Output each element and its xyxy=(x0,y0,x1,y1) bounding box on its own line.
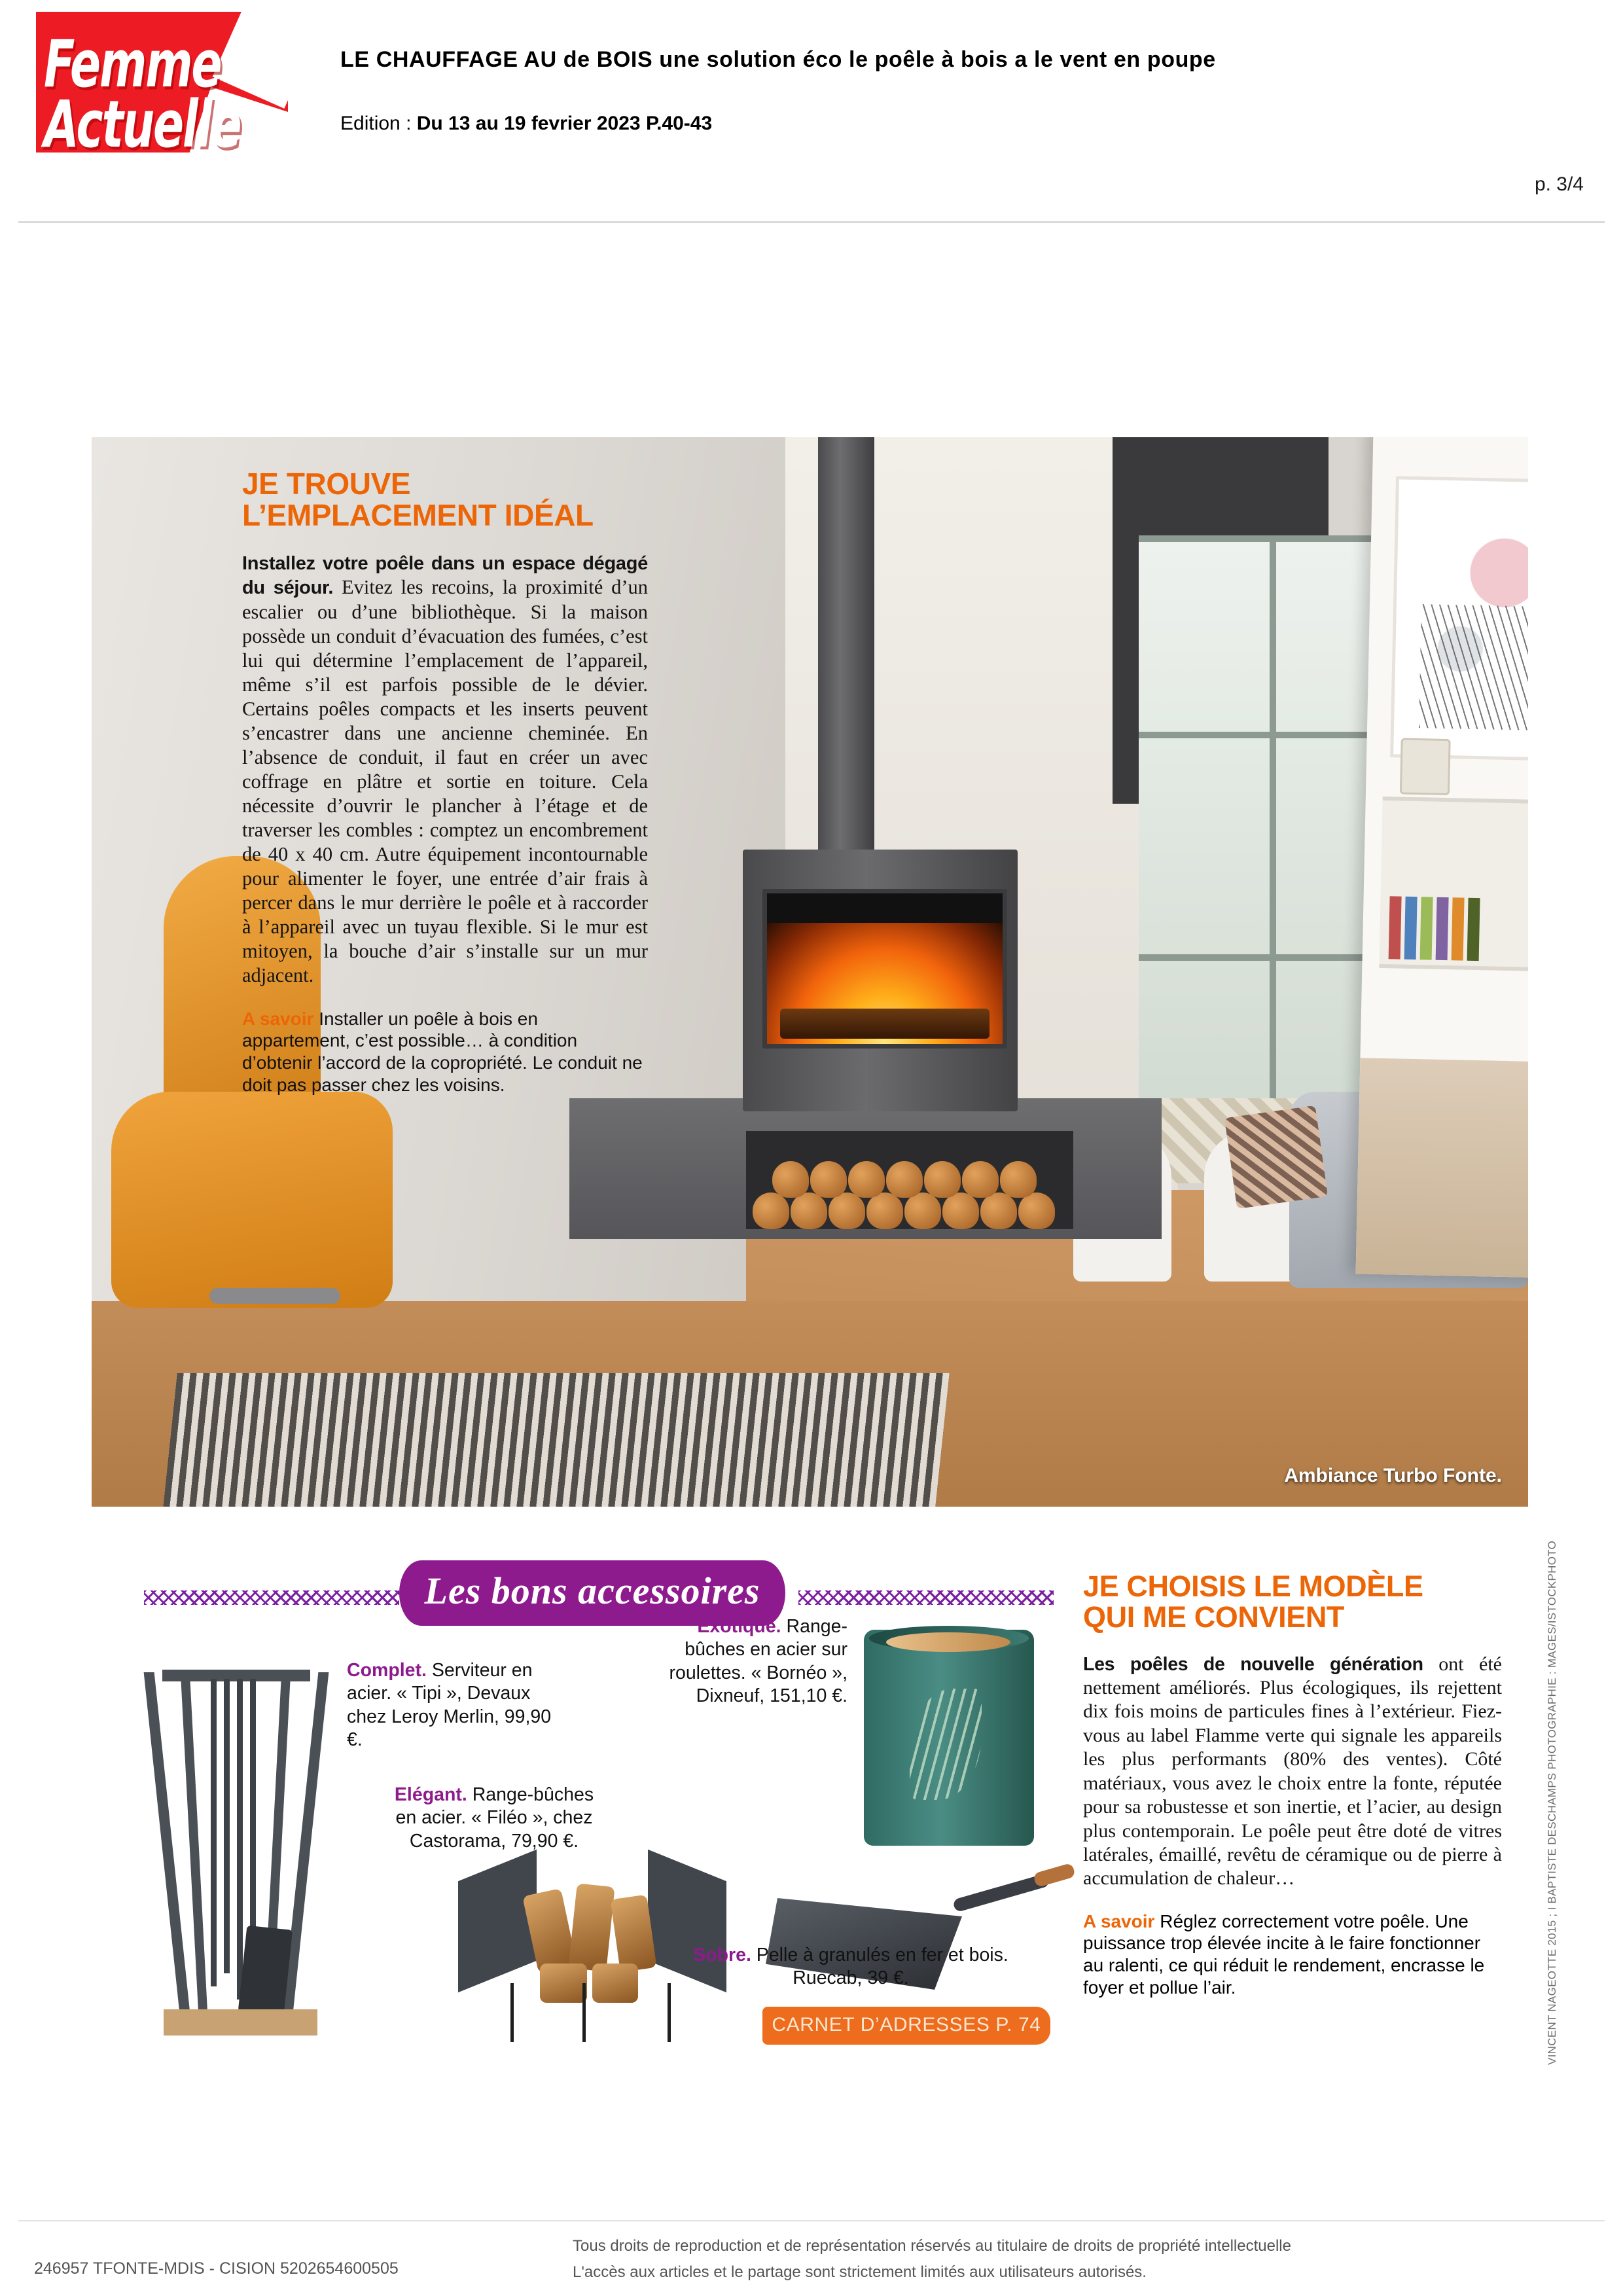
product-image-borneo xyxy=(864,1630,1034,1846)
inset-bookshelf xyxy=(1379,797,1528,972)
article-title: LE CHAUFFAGE AU de BOIS une solution éco le poêle à bois a le vent en poupe xyxy=(340,47,1216,72)
footer-rights-line-1: Tous droits de reproduction et de représentation réservés au titulaire de droits de propriété intellectuelle xyxy=(573,2237,1291,2255)
inset-artwork xyxy=(1402,489,1528,749)
model-heading xyxy=(1083,1571,1502,1633)
photo-credit: VINCENT NAGEOTTE 2015 ; I BAPTISTE DESCHAMPS PHOTOGRAPHIE : MAGES/ISTOCKPHOTO xyxy=(1546,1540,1558,2065)
accessory-keyword: Complet. xyxy=(347,1660,427,1681)
serviteur-broom xyxy=(238,1926,293,2022)
a-savoir-tag: A savoir xyxy=(242,1008,314,1029)
model-know-note xyxy=(1083,1910,1502,1998)
page-header xyxy=(0,0,1623,196)
edition-value: Du 13 au 19 fevrier 2023 P.40-43 xyxy=(416,113,713,134)
logo-line-2: Actuelle xyxy=(44,88,241,152)
femme-actuelle-logo xyxy=(36,12,288,152)
accessory-text: Serviteur en acier. « Tipi », Devaux chez Leroy Merlin, 99,90 €. xyxy=(347,1660,552,1750)
carnet-adresses-button[interactable] xyxy=(762,2007,1050,2045)
model-body: ont été nettement améliorés. Plus écologiques, ils rejettent dix fois moins de particules fines à l’extérieur. Fiez-vous au label Flamme verte qui signale les appareils les plus performants (80% des ventes). Côté matériaux, vous avez le choix entre la fonte, réputée pour sa robustesse et son inertie, et l’acier, au design plus contemporain. Le poêle peut être doté de vitres latérales, émaillé, revêtu de céramique ou de pierre à accumulation de chaleur… xyxy=(1083,1653,1502,1890)
edition-label: Edition : xyxy=(340,113,417,134)
model-paragraph xyxy=(1083,1653,1502,1891)
edition-line xyxy=(340,113,712,135)
location-body: Evitez les recoins, la proximité d’un escalier ou d’une bibliothèque. Si la maison possède un conduit d’évacuation des fumées, c’est lui qui détermine l’emplacement de l’appareil, même s’il est parfois possible de le dévier. Certains poêles compacts et les inserts peuvent s’encastrer dans une ancienne cheminée. En l’absence de conduit, il faut en créer un avec coffrage en plâtre et sortie en toiture. Cela nécessite d’ouvrir le plancher à l’étage et de traverser les combles : comptez un encombrement de 40 x 40 cm. Autre équipement incontournable pour alimenter le foyer, une entrée d’air frais à percer dans le mur derrière le poêle et à raccorder à l’appareil avec un tuyau flexible. Si le mur est mitoyen, la bouche d’air s’installe sur un mur adjacent. xyxy=(242,576,648,987)
inset-floor xyxy=(1356,1058,1528,1278)
photo-armchair-base xyxy=(209,1288,340,1304)
accessory-keyword: Elégant. xyxy=(394,1784,467,1805)
accessory-caption-elegant xyxy=(386,1784,602,1853)
accessory-text: Pelle à granulés en fer et bois. Ruecab, 39 €. xyxy=(751,1945,1008,1989)
location-heading-line2: L’EMPLACEMENT IDÉAL xyxy=(242,497,594,532)
rack-wall-left xyxy=(458,1850,537,1992)
model-know-text: Réglez correctement votre poêle. Une puissance trop élevée incite à le faire fonctionner au ralenti, ce qui réduit le rendement, encrasse le foyer et pollue l’air. xyxy=(1083,1910,1485,1998)
photo-stove-glass xyxy=(762,889,1007,1049)
accessory-caption-sobre xyxy=(668,1944,1034,1990)
borneo-leaf-motif xyxy=(910,1689,982,1800)
accessory-keyword: Exotique. xyxy=(697,1616,781,1637)
zigzag-rule-left xyxy=(144,1590,399,1605)
footer-divider xyxy=(18,2220,1605,2221)
header-divider xyxy=(18,221,1605,223)
photo-inset-interior xyxy=(1356,437,1528,1278)
photo-caption: Ambiance Turbo Fonte. xyxy=(1284,1465,1502,1486)
inset-vase xyxy=(1400,738,1451,796)
accessories-banner xyxy=(151,1558,1047,1628)
model-lead: Les poêles de nouvelle génération xyxy=(1083,1653,1423,1675)
location-know-text: Installer un poêle à bois en appartement, c’est possible… à condition d’obtenir l’accord de la copropriété. Le conduit ne doit pas passer chez les voisins. xyxy=(242,1008,643,1095)
accessory-text: Range-bûches en acier sur roulettes. « Bornéo », Dixneuf, 151,10 €. xyxy=(669,1616,847,1706)
accessory-text: Range-bûches en acier. « Filéo », chez Castorama, 79,90 €. xyxy=(395,1784,594,1852)
location-know-note xyxy=(242,1008,648,1096)
accessory-caption-complet xyxy=(347,1659,563,1751)
inset-framed-artwork xyxy=(1390,476,1528,761)
accessory-keyword: Sobre. xyxy=(693,1945,751,1965)
borneo-logs xyxy=(886,1632,1010,1652)
logo-line-1: Femme xyxy=(44,27,221,103)
footer-rights-line-2: L'accès aux articles et le partage sont strictement limités aux utilisateurs autorisés. xyxy=(573,2263,1147,2281)
photo-log-storage xyxy=(746,1131,1073,1229)
model-section xyxy=(1083,1571,1502,2017)
accessory-caption-exotique xyxy=(638,1615,847,1708)
main-article-photo xyxy=(92,437,1528,1507)
location-heading-line1: JE TROUVE xyxy=(242,467,411,501)
page-indicator: p. 3/4 xyxy=(1534,173,1584,195)
product-image-serviteur xyxy=(151,1646,330,2036)
location-section xyxy=(242,469,648,1114)
model-heading-line1: JE CHOISIS LE MODÈLE xyxy=(1083,1570,1423,1603)
photo-armchair xyxy=(111,1092,393,1308)
model-heading-line2: QUI ME CONVIENT xyxy=(1083,1600,1345,1634)
footer-reference: 246957 TFONTE-MDIS - CISION 5202654600505 xyxy=(34,2259,399,2278)
photo-cushion xyxy=(1224,1105,1328,1209)
shovel-wood-grip xyxy=(1033,1863,1076,1888)
location-paragraph xyxy=(242,551,648,988)
photo-rug xyxy=(163,1373,949,1507)
photo-burning-logs xyxy=(780,1009,990,1039)
a-savoir-tag: A savoir xyxy=(1083,1910,1155,1931)
location-lead: Installez votre poêle dans un espace dégagé du séjour. xyxy=(242,553,648,599)
accessories-title: Les bons accessoires xyxy=(424,1570,760,1612)
location-heading xyxy=(242,469,648,531)
photo-stove-flue xyxy=(818,437,874,856)
zigzag-rule-right xyxy=(798,1590,1054,1605)
carnet-adresses-label: CARNET D’ADRESSES P. 74 xyxy=(772,2014,1041,2036)
serviteur-wood-base xyxy=(164,2009,317,2036)
accessories-section xyxy=(151,1558,1047,2055)
